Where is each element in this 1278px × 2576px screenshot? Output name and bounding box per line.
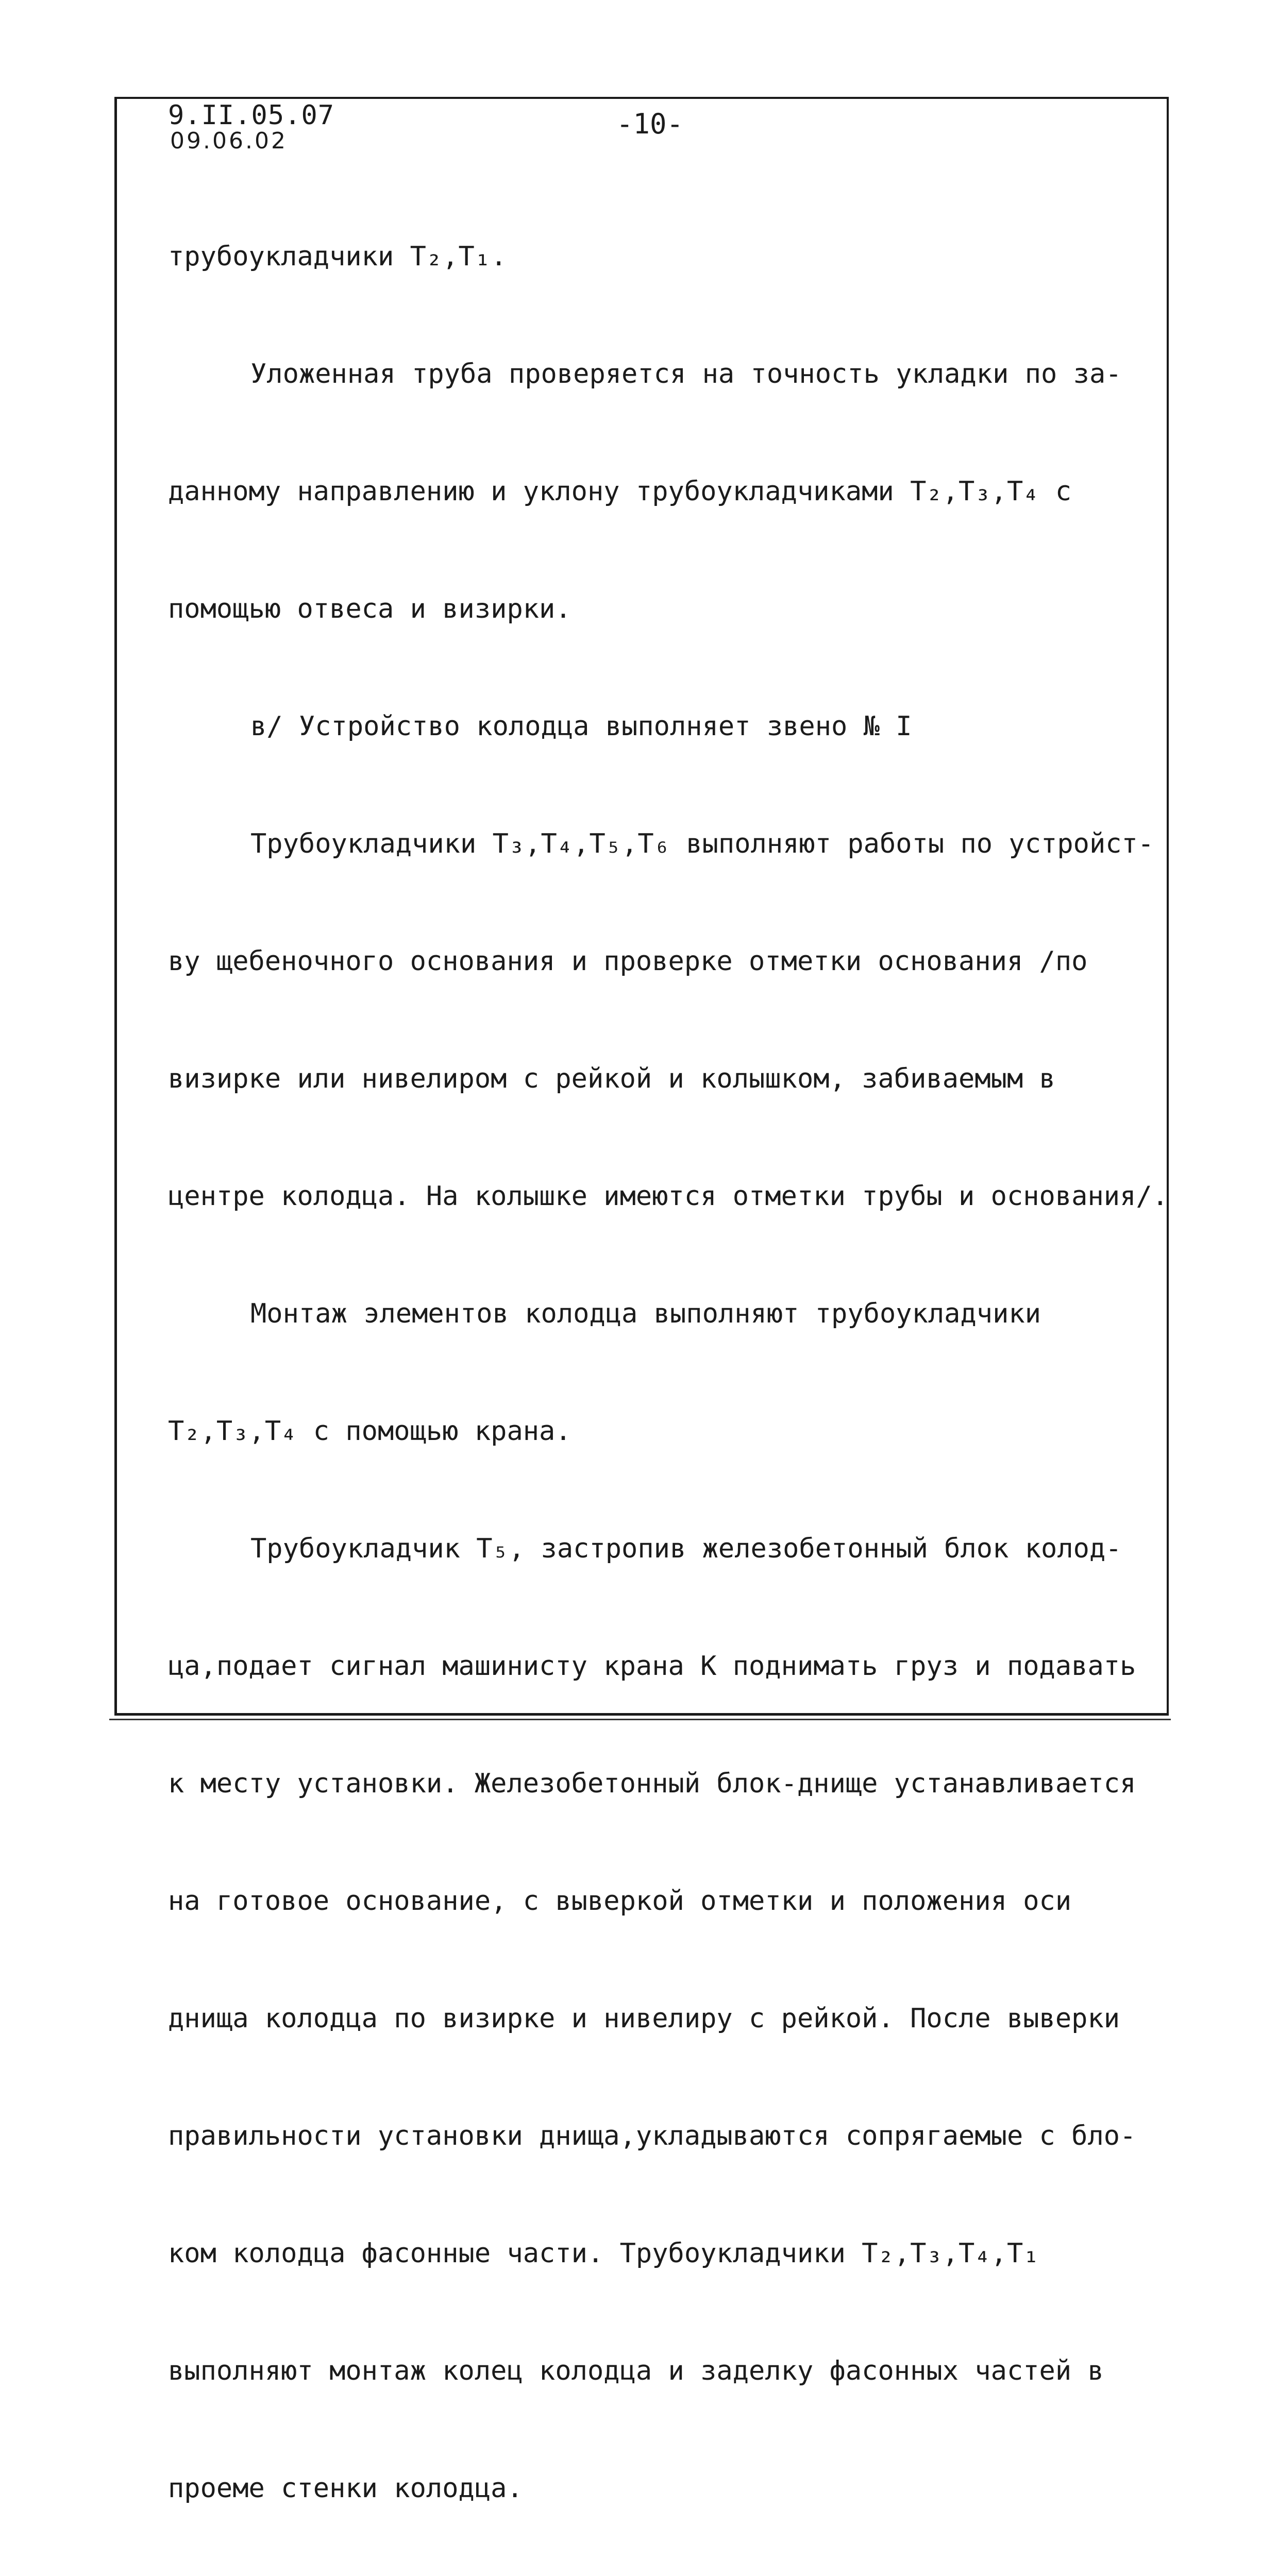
text-line: к месту установки. Железобетонный блок-днище устанавливается xyxy=(168,1768,1136,1799)
text-line: ца,подает сигнал машинисту крана К поднимать груз и подавать xyxy=(168,1651,1136,1682)
text-line: Трубоукладчики T₃,T₄,T₅,T₆ выполняют работы по устройст- xyxy=(250,828,1154,859)
text-line: Уложенная труба проверяется на точность укладки по за- xyxy=(250,359,1122,389)
document-code: 9.II.05.07 xyxy=(168,100,335,131)
text-line: проеме стенки колодца. xyxy=(168,2473,523,2504)
text-line: выполняют монтаж колец колодца и заделку фасонных частей в xyxy=(168,2355,1104,2386)
text-line: ком колодца фасонные части. Трубоукладчики T₂,T₃,T₄,T₁ xyxy=(168,2238,1039,2269)
text-line: центре колодца. На колышке имеются отметки трубы и основания/. xyxy=(168,1181,1169,1212)
text-line: Трубоукладчик T₅, застропив железобетонный блок колод- xyxy=(250,1533,1122,1564)
text-line: данному направлению и уклону трубоукладчиками T₂,T₃,T₄ с xyxy=(168,476,1072,507)
text-line: трубоукладчики T₂,T₁. xyxy=(168,241,507,272)
text-line: правильности установки днища,укладываются сопрягаемые с бло- xyxy=(168,2121,1136,2151)
document-body xyxy=(168,159,1173,2576)
text-line: Монтаж элементов колодца выполняют трубоукладчики xyxy=(250,1298,1041,1329)
document-date: 09.06.02 xyxy=(170,128,288,154)
text-line: на готовое основание, с выверкой отметки и положения оси xyxy=(168,1886,1072,1917)
text-line: T₂,T₃,T₄ с помощью крана. xyxy=(168,1416,571,1447)
text-line: визирке или нивелиром с рейкой и колышком, забиваемым в xyxy=(168,1063,1055,1094)
text-line: днища колодца по визирке и нивелиру с рейкой. После выверки xyxy=(168,2003,1120,2034)
page-number: -10- xyxy=(616,108,684,140)
text-line: ву щебеночного основания и проверке отметки основания /по xyxy=(168,946,1088,977)
section-heading: в/ Устройство колодца выполняет звено № I xyxy=(250,711,912,742)
text-line: помощью отвеса и визирки. xyxy=(168,594,571,624)
